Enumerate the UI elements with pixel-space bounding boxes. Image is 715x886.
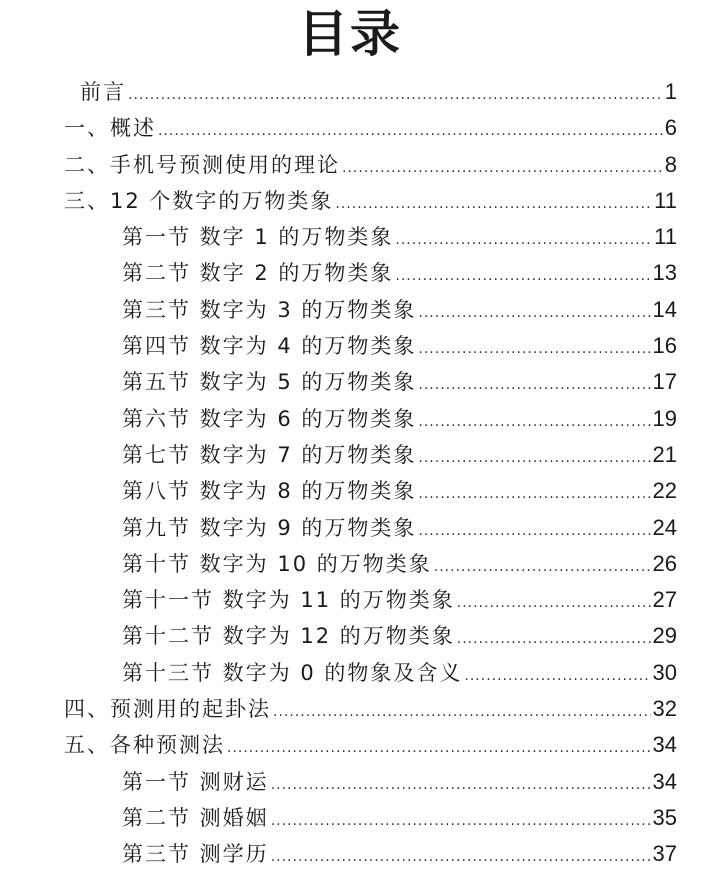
dot-leader [271, 839, 651, 875]
toc-entry[interactable] [0, 183, 715, 219]
toc-entry-page-number: 14 [652, 296, 677, 322]
dot-leader [227, 730, 651, 766]
toc-entry-page-number: 34 [652, 732, 677, 758]
toc-entry[interactable] [0, 219, 715, 255]
toc-entry-label: 第十三节 数字为 0 的物象及含义 [122, 660, 463, 685]
dot-leader [457, 585, 651, 621]
toc-entry-label: 第二节 测婚姻 [122, 805, 269, 830]
toc-entry[interactable] [0, 727, 715, 763]
toc-entry-page-number: 27 [652, 587, 677, 613]
toc-entry-label: 第一节 数字 1 的万物类象 [122, 225, 394, 250]
toc-entry-page-number: 37 [652, 841, 677, 867]
dot-leader [418, 513, 650, 549]
toc-entry-page-number: 35 [652, 804, 677, 830]
toc-entry-page-number: 24 [652, 514, 677, 540]
dot-leader [273, 694, 651, 730]
toc-entry[interactable] [0, 546, 715, 582]
toc-entry-page-number: 1 [664, 79, 677, 104]
toc-entry-page-number: 26 [652, 550, 677, 576]
toc-entry-page-number: 11 [654, 224, 677, 250]
dot-leader [271, 803, 651, 839]
toc-entry-page-number: 8 [664, 151, 677, 177]
toc-entry-label: 第四节 数字为 4 的万物类象 [122, 334, 417, 359]
toc-entry[interactable] [0, 510, 715, 546]
dot-leader [418, 440, 650, 476]
toc-entry-page-number: 29 [652, 623, 677, 649]
dot-leader [128, 77, 663, 113]
toc-entry[interactable] [0, 836, 715, 872]
toc-entry-label: 一、概述 [64, 116, 156, 141]
toc-entry-page-number: 17 [652, 369, 677, 395]
toc-entry[interactable] [0, 764, 715, 800]
toc-entry-page-number: 30 [652, 659, 677, 685]
toc-entry-label: 五、各种预测法 [64, 733, 225, 758]
toc-entry-page-number: 32 [652, 696, 677, 722]
toc-entry-label: 第九节 数字为 9 的万物类象 [122, 515, 417, 540]
table-of-contents [0, 74, 715, 873]
toc-entry[interactable] [0, 401, 715, 437]
dot-leader [418, 367, 650, 403]
toc-entry-label: 第十二节 数字为 12 的万物类象 [122, 624, 455, 649]
toc-entry-label: 第三节 测学历 [122, 842, 269, 867]
toc-entry-page-number: 22 [652, 478, 677, 504]
dot-leader [418, 404, 650, 440]
toc-entry-page-number: 13 [652, 260, 677, 286]
toc-entry-label: 第七节 数字为 7 的万物类象 [122, 442, 417, 467]
toc-entry-page-number: 6 [664, 115, 677, 141]
dot-leader [395, 258, 650, 294]
dot-leader [335, 186, 652, 222]
toc-entry[interactable] [0, 147, 715, 183]
toc-entry[interactable] [0, 691, 715, 727]
dot-leader [418, 476, 650, 512]
dot-leader [464, 658, 650, 694]
toc-entry-label: 第十节 数字为 10 的万物类象 [122, 551, 432, 576]
toc-entry[interactable] [0, 800, 715, 836]
dot-leader [418, 331, 650, 367]
toc-entry-page-number: 16 [652, 333, 677, 359]
toc-entry-label: 三、12 个数字的万物类象 [64, 188, 334, 213]
toc-entry-label: 二、手机号预测使用的理论 [64, 152, 340, 177]
dot-leader [342, 150, 663, 186]
toc-entry-page-number: 11 [654, 187, 677, 213]
toc-entry[interactable] [0, 437, 715, 473]
toc-entry-label: 前言 [80, 80, 126, 104]
toc-entry[interactable] [0, 364, 715, 400]
toc-entry-label: 第八节 数字为 8 的万物类象 [122, 479, 417, 504]
toc-entry[interactable] [0, 292, 715, 328]
dot-leader [158, 113, 663, 149]
dot-leader [457, 621, 651, 657]
toc-entry[interactable] [0, 655, 715, 691]
toc-entry-label: 第一节 测财运 [122, 769, 269, 794]
toc-entry[interactable] [0, 255, 715, 291]
dot-leader [434, 549, 651, 585]
dot-leader [395, 222, 652, 258]
toc-entry[interactable] [0, 74, 715, 110]
toc-entry[interactable] [0, 582, 715, 618]
toc-entry[interactable] [0, 618, 715, 654]
toc-entry[interactable] [0, 328, 715, 364]
toc-entry-page-number: 21 [652, 441, 677, 467]
toc-entry[interactable] [0, 110, 715, 146]
toc-entry-page-number: 19 [652, 405, 677, 431]
page-title: 目录 [298, 5, 402, 63]
toc-entry-page-number: 34 [652, 768, 677, 794]
dot-leader [418, 295, 650, 331]
dot-leader [271, 767, 651, 803]
toc-entry[interactable] [0, 473, 715, 509]
toc-entry-label: 第六节 数字为 6 的万物类象 [122, 406, 417, 431]
toc-entry-label: 第五节 数字为 5 的万物类象 [122, 370, 417, 395]
toc-entry-label: 第十一节 数字为 11 的万物类象 [122, 588, 455, 613]
toc-entry-label: 第二节 数字 2 的万物类象 [122, 261, 394, 286]
toc-entry-label: 四、预测用的起卦法 [64, 697, 271, 722]
toc-entry-label: 第三节 数字为 3 的万物类象 [122, 297, 417, 322]
